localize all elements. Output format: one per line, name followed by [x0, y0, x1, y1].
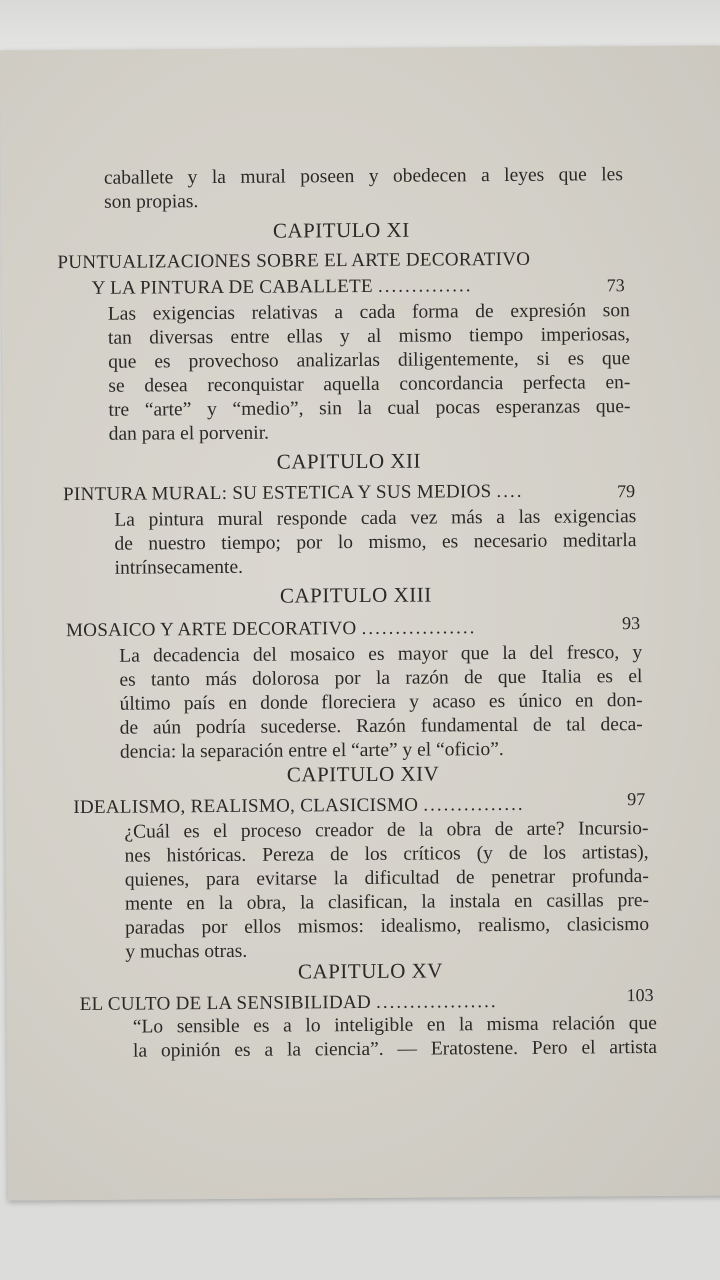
- description: [108, 299, 631, 447]
- description: [114, 505, 636, 581]
- chapter-heading: CAPITULO XIII: [279, 582, 432, 608]
- chapter-heading: CAPITULO XV: [297, 958, 443, 984]
- chapter-heading: CAPITULO XIV: [286, 761, 440, 787]
- chapter-heading: CAPITULO XI: [272, 217, 410, 243]
- page-number: 97: [627, 789, 646, 810]
- chapter-title: Y LA PINTURA DE CABALLETE ..............: [91, 275, 473, 299]
- page-number: 103: [626, 984, 654, 1006]
- description-line: “Lo sensible es a lo inteligible en la misma relación que: [132, 1012, 657, 1038]
- description-line: último país en donde floreciera y acaso es único en don-: [119, 690, 643, 715]
- page-number: 73: [606, 275, 625, 296]
- description-line: de nuestro tiempo; por lo mismo, es necesario meditarla: [114, 530, 637, 555]
- description-line: dencia: la separación entre el “arte” y el “oficio”.: [119, 739, 504, 763]
- description-line: tre “arte” y “medio”, sin la cual pocas esperanzas que-: [108, 396, 631, 421]
- page-number: 79: [617, 481, 636, 502]
- description-line: es tanto más dolorosa por la razón de que Italia es el: [119, 666, 643, 691]
- chapter-title: PUNTUALIZACIONES SOBRE EL ARTE DECORATIVO: [57, 248, 531, 274]
- leader-dots: ....: [496, 480, 524, 503]
- intro-line: caballete y la mural poseen y obedecen a leyes que les: [103, 164, 623, 189]
- table-of-contents: [0, 45, 720, 1200]
- description: [133, 1012, 657, 1064]
- description-line: quienes, para evitarse la dificultad de penetrar profunda-: [124, 866, 649, 891]
- chapter-title: IDEALISMO, REALISMO, CLASICISMO ...............: [73, 793, 525, 819]
- leader-dots: ..................: [375, 991, 498, 1013]
- description-line: se desea reconquistar aquella concordancia perfecta en-: [108, 372, 631, 397]
- description-line: dan para el porvenir.: [108, 422, 270, 445]
- leader-dots: ...............: [423, 793, 525, 816]
- chapter-title: PINTURA MURAL: SU ESTETICA Y SUS MEDIOS ....: [63, 480, 524, 506]
- chapter-heading: CAPITULO XII: [276, 448, 422, 474]
- leader-dots: ..............: [377, 275, 473, 297]
- description-line: la opinión es a la ciencia”. — Eratostene. Pero el artista: [132, 1036, 658, 1062]
- description-line: y muchas otras.: [125, 940, 248, 963]
- description: [119, 641, 643, 765]
- description-line: intrínsecamente.: [114, 556, 244, 579]
- description-line: Las exigencias relativas a cada forma de expresión son: [107, 300, 630, 325]
- leader-dots: .................: [361, 617, 477, 640]
- intro-line: son propias.: [103, 191, 199, 213]
- description-line: que es provechoso analizarlas diligentemente, si es que: [108, 348, 631, 373]
- description: [124, 817, 649, 965]
- description-line: nes históricas. Pereza de los críticos (y de los artistas),: [124, 842, 649, 867]
- description-line: de aún podría sucederse. Razón fundamental de tal deca-: [119, 714, 643, 739]
- description-line: La decadencia del mosaico es mayor que la del fresco, y: [119, 642, 643, 667]
- description-line: ¿Cuál es el proceso creador de la obra de arte? Incursio-: [124, 818, 649, 843]
- book-page: [0, 45, 720, 1200]
- description-line: paradas por ellos mismos: idealismo, realismo, clasicismo: [125, 914, 650, 939]
- description-line: La pintura mural responde cada vez más a las exigencias: [114, 506, 637, 531]
- chapter-title: EL CULTO DE LA SENSIBILIDAD ..................: [79, 991, 498, 1015]
- description-line: tan diversas entre ellas y al mismo tiempo imperiosas,: [107, 324, 631, 349]
- chapter-title: MOSAICO Y ARTE DECORATIVO .................: [65, 617, 477, 642]
- page-number: 93: [621, 613, 641, 634]
- description-line: mente en la obra, la clasifican, la instala en casillas pre-: [124, 890, 650, 915]
